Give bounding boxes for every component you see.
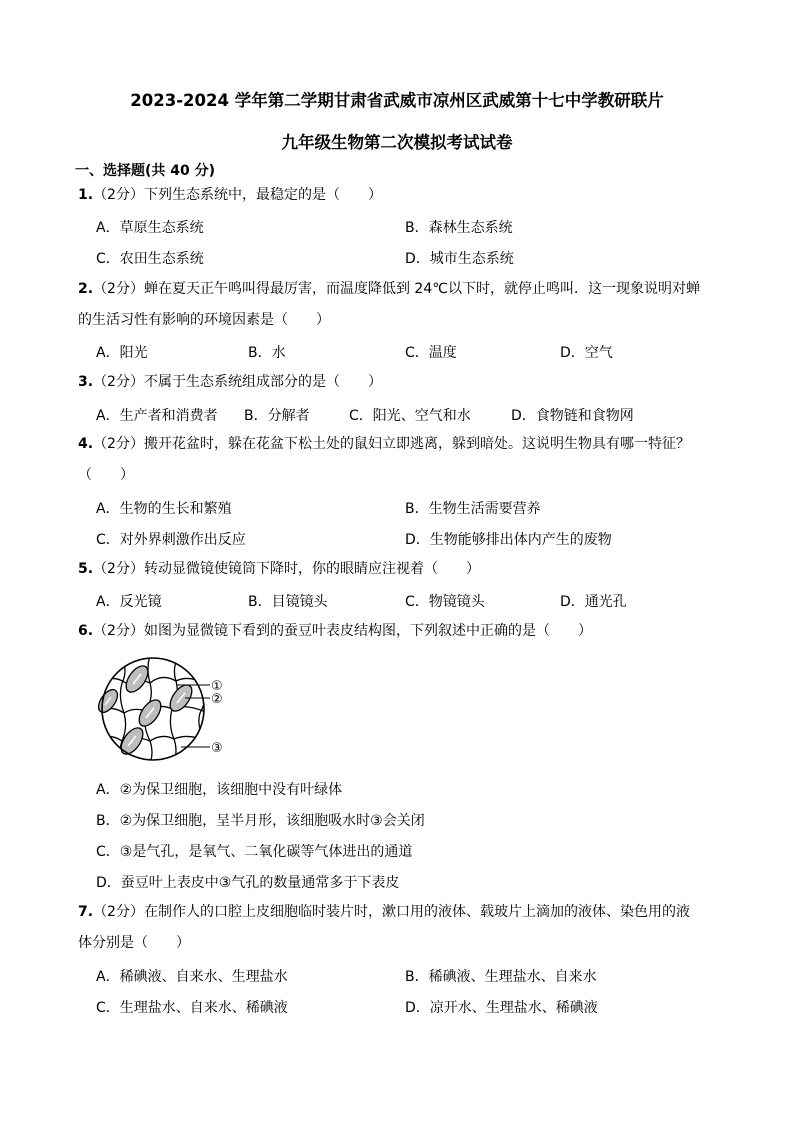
- option-6b[interactable]: B．②为保卫细胞，呈半月形，该细胞吸水时③会关闭: [96, 813, 425, 829]
- question-stem: 搬开花盆时，躲在花盆下松土处的鼠妇立即逃离，躲到暗处。这说明生物具有哪一特征？: [143, 436, 690, 452]
- option-2b[interactable]: B．水: [248, 345, 286, 361]
- question-stem: 蝉在夏天正午鸣叫得最厉害，而温度降低到 24℃以下时，就停止鸣叫．这一现象说明对蝉: [143, 281, 700, 297]
- option-7b[interactable]: B．稀碘液、生理盐水、自来水: [405, 969, 597, 985]
- option-7a[interactable]: A．稀碘液、自来水、生理盐水: [96, 969, 288, 985]
- question-score: （2分）: [93, 436, 144, 452]
- question-7-line2: 体分别是（ ）: [78, 935, 190, 951]
- option-4c[interactable]: C．对外界刺激作出反应: [96, 532, 246, 548]
- question-stem: 如图为显微镜下看到的蚕豆叶表皮结构图，下列叙述中正确的是（ ）: [143, 623, 592, 639]
- exam-title-line1: 2023-2024 学年第二学期甘肃省武威市凉州区武威第十七中学教研联片: [130, 91, 664, 110]
- option-3c[interactable]: C．阳光、空气和水: [349, 408, 471, 424]
- option-3b[interactable]: B．分解者: [244, 408, 310, 424]
- question-number: 5.: [78, 561, 94, 577]
- question-stem: 下列生态系统中，最稳定的是（ ）: [143, 187, 382, 203]
- option-6a[interactable]: A．②为保卫细胞，该细胞中没有叶绿体: [96, 782, 343, 798]
- question-number: 1.: [78, 187, 94, 203]
- question-2-line2: 的生活习性有影响的环境因素是（ ）: [78, 312, 330, 328]
- question-4-line2: （ ）: [78, 467, 134, 483]
- exam-title-line2: 九年级生物第二次模拟考试试卷: [281, 133, 513, 152]
- option-2a[interactable]: A．阳光: [96, 345, 148, 361]
- question-score: （2分）: [93, 187, 144, 203]
- option-2c[interactable]: C．温度: [405, 345, 457, 361]
- option-3d[interactable]: D．食物链和食物网: [511, 408, 634, 424]
- option-4b[interactable]: B．生物生活需要营养: [405, 501, 541, 517]
- question-number: 7.: [78, 904, 94, 920]
- question-2: [78, 274, 728, 305]
- question-stem: 不属于生态系统组成部分的是（ ）: [143, 374, 382, 390]
- question-number: 3.: [78, 374, 94, 390]
- option-7d[interactable]: D．凉开水、生理盐水、稀碘液: [405, 1000, 598, 1016]
- figure-label-2: ②: [211, 692, 223, 707]
- figure-label-3: ③: [211, 741, 223, 756]
- question-score: （2分）: [93, 904, 144, 920]
- question-stem: 在制作人的口腔上皮细胞临时装片时，漱口用的液体、载玻片上滴加的液体、染色用的液: [143, 904, 690, 920]
- leaf-epidermis-figure: [92, 653, 242, 763]
- option-1d[interactable]: D．城市生态系统: [405, 251, 514, 267]
- question-stem: 转动显微镜使镜筒下降时，你的眼睛应注视着（ ）: [143, 561, 480, 577]
- option-6c[interactable]: C．③是气孔，是氧气、二氧化碳等气体进出的通道: [96, 844, 413, 860]
- section-heading: 一、选择题(共 40 分): [75, 163, 216, 179]
- option-5a[interactable]: A．反光镜: [96, 594, 162, 610]
- option-7c[interactable]: C．生理盐水、自来水、稀碘液: [96, 1000, 288, 1016]
- question-score: （2分）: [93, 561, 144, 577]
- option-5c[interactable]: C．物镜镜头: [405, 594, 485, 610]
- question-4: [78, 429, 728, 460]
- option-5b[interactable]: B．目镜镜头: [248, 594, 328, 610]
- option-6d[interactable]: D．蚕豆叶上表皮中③气孔的数量通常多于下表皮: [96, 875, 400, 891]
- option-1a[interactable]: A．草原生态系统: [96, 220, 204, 236]
- option-1c[interactable]: C．农田生态系统: [96, 251, 204, 267]
- question-5: [78, 554, 728, 585]
- guard-cells: [95, 662, 196, 758]
- question-7: [78, 897, 728, 928]
- question-1: [78, 180, 728, 211]
- question-6: [78, 616, 728, 647]
- question-score: （2分）: [93, 281, 144, 297]
- option-4a[interactable]: A．生物的生长和繁殖: [96, 501, 232, 517]
- option-5d[interactable]: D．通光孔: [560, 594, 627, 610]
- option-1b[interactable]: B．森林生态系统: [405, 220, 513, 236]
- question-number: 6.: [78, 623, 94, 639]
- question-number: 2.: [78, 281, 94, 297]
- question-score: （2分）: [93, 374, 144, 390]
- figure-label-1: ①: [211, 679, 223, 694]
- question-3: [78, 367, 728, 398]
- option-3a[interactable]: A．生产者和消费者: [96, 408, 218, 424]
- option-2d[interactable]: D．空气: [560, 345, 613, 361]
- question-number: 4.: [78, 436, 94, 452]
- option-4d[interactable]: D．生物能够排出体内产生的废物: [405, 532, 612, 548]
- question-score: （2分）: [93, 623, 144, 639]
